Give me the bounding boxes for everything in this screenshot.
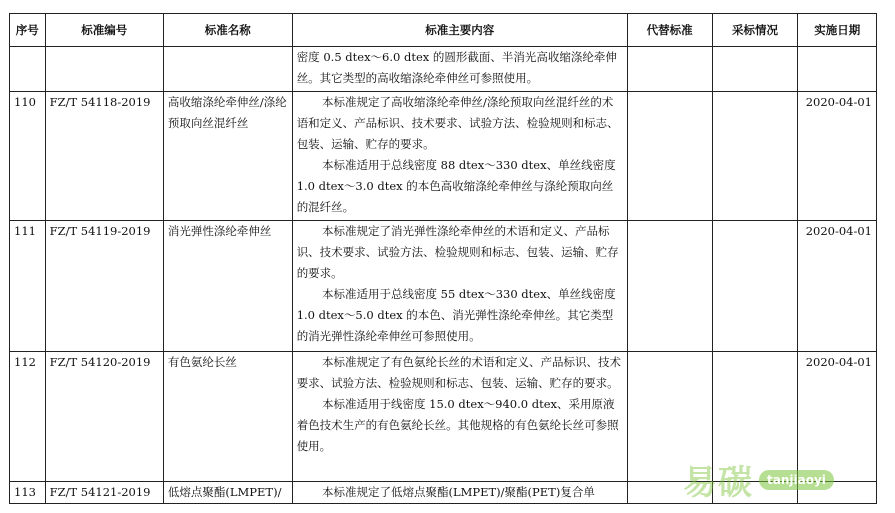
table-row [10,47,877,92]
header-adoption: 采标情况 [712,14,798,47]
content-paragraph: 密度 0.5 dtex～6.0 dtex 的圆形截面、半消光高收缩涤纶牵伸丝。其它类型的高收缩涤纶牵伸丝可参照使用。 [296,50,617,85]
content-paragraph: 本标准规定了高收缩涤纶牵伸丝/涤纶预取向丝混纤丝的术语和定义、产品标识、技术要求、试验方法、检验规则和标志、包装、运输、贮存的要求。 [296,95,619,151]
row-code [45,47,163,92]
row-content [292,352,627,482]
row-content [292,482,627,504]
row-serial [10,47,46,92]
content-paragraph: 本标准规定了有色氨纶长丝的术语和定义、产品标识、技术要求、试验方法、检验规则和标志、包装、运输、贮存的要求。 [296,355,621,390]
watermark [683,452,888,507]
header-name: 标准名称 [163,14,292,47]
row-code: FZ/T 54118-2019 [45,92,163,221]
row-name: 高收缩涤纶牵伸丝/涤纶预取向丝混纤丝 [163,92,292,221]
watermark-site: tanjiaoyi [759,470,834,490]
content-paragraph: 本标准适用于总线密度 88 dtex～330 dtex、单丝线密度 1.0 dtex～3.0 dtex 的本色高收缩涤纶牵伸丝与涤纶预取向丝的混纤丝。 [296,158,616,214]
header-replaces: 代替标准 [627,14,712,47]
table-row [10,92,877,221]
watermark-logo: 易碳 [683,463,753,503]
standards-table [9,13,877,504]
row-name: 低熔点聚酯(LMPET)/ [163,482,292,504]
row-code: FZ/T 54120-2019 [45,352,163,482]
row-name: 有色氨纶长丝 [163,352,292,482]
row-code: FZ/T 54119-2019 [45,221,163,352]
content-paragraph: 本标准适用于总线密度 55 dtex～330 dtex、单丝线密度 1.0 dtex～5.0 dtex 的本色、消光弹性涤纶牵伸丝。其它类型的消光弹性涤纶牵伸丝可参照使用。 [296,287,616,343]
row-content [292,221,627,352]
row-replaces [627,47,712,92]
row-date: 2020-04-01 [798,221,877,352]
content-paragraph: 本标准规定了低熔点聚酯(LMPET)/聚酯(PET)复合单 [321,485,595,499]
row-date [798,47,877,92]
row-adoption [712,92,798,221]
row-date: 2020-04-01 [798,352,877,482]
row-serial: 112 [10,352,46,482]
table-row [10,221,877,352]
header-serial: 序号 [10,14,46,47]
header-content: 标准主要内容 [292,14,627,47]
row-adoption [712,221,798,352]
row-serial: 111 [10,221,46,352]
header-date: 实施日期 [798,14,877,47]
content-paragraph: 本标准规定了消光弹性涤纶牵伸丝的术语和定义、产品标识、技术要求、试验方法、检验规则和标志、包装、运输、贮存的要求。 [296,224,619,280]
row-name: 消光弹性涤纶牵伸丝 [163,221,292,352]
row-content [292,47,627,92]
row-serial: 110 [10,92,46,221]
row-content [292,92,627,221]
row-date: 2020-04-01 [798,92,877,221]
row-replaces [627,221,712,352]
row-adoption [712,47,798,92]
row-replaces [627,92,712,221]
row-serial: 113 [10,482,46,504]
content-paragraph: 本标准适用于线密度 15.0 dtex～940.0 dtex、采用原液着色技术生产的有色氨纶长丝。其他规格的有色氨纶长丝可参照使用。 [296,397,619,453]
table-header-row [10,14,877,47]
row-code: FZ/T 54121-2019 [45,482,163,504]
header-code: 标准编号 [45,14,163,47]
standards-sheet [9,13,877,504]
row-name [163,47,292,92]
